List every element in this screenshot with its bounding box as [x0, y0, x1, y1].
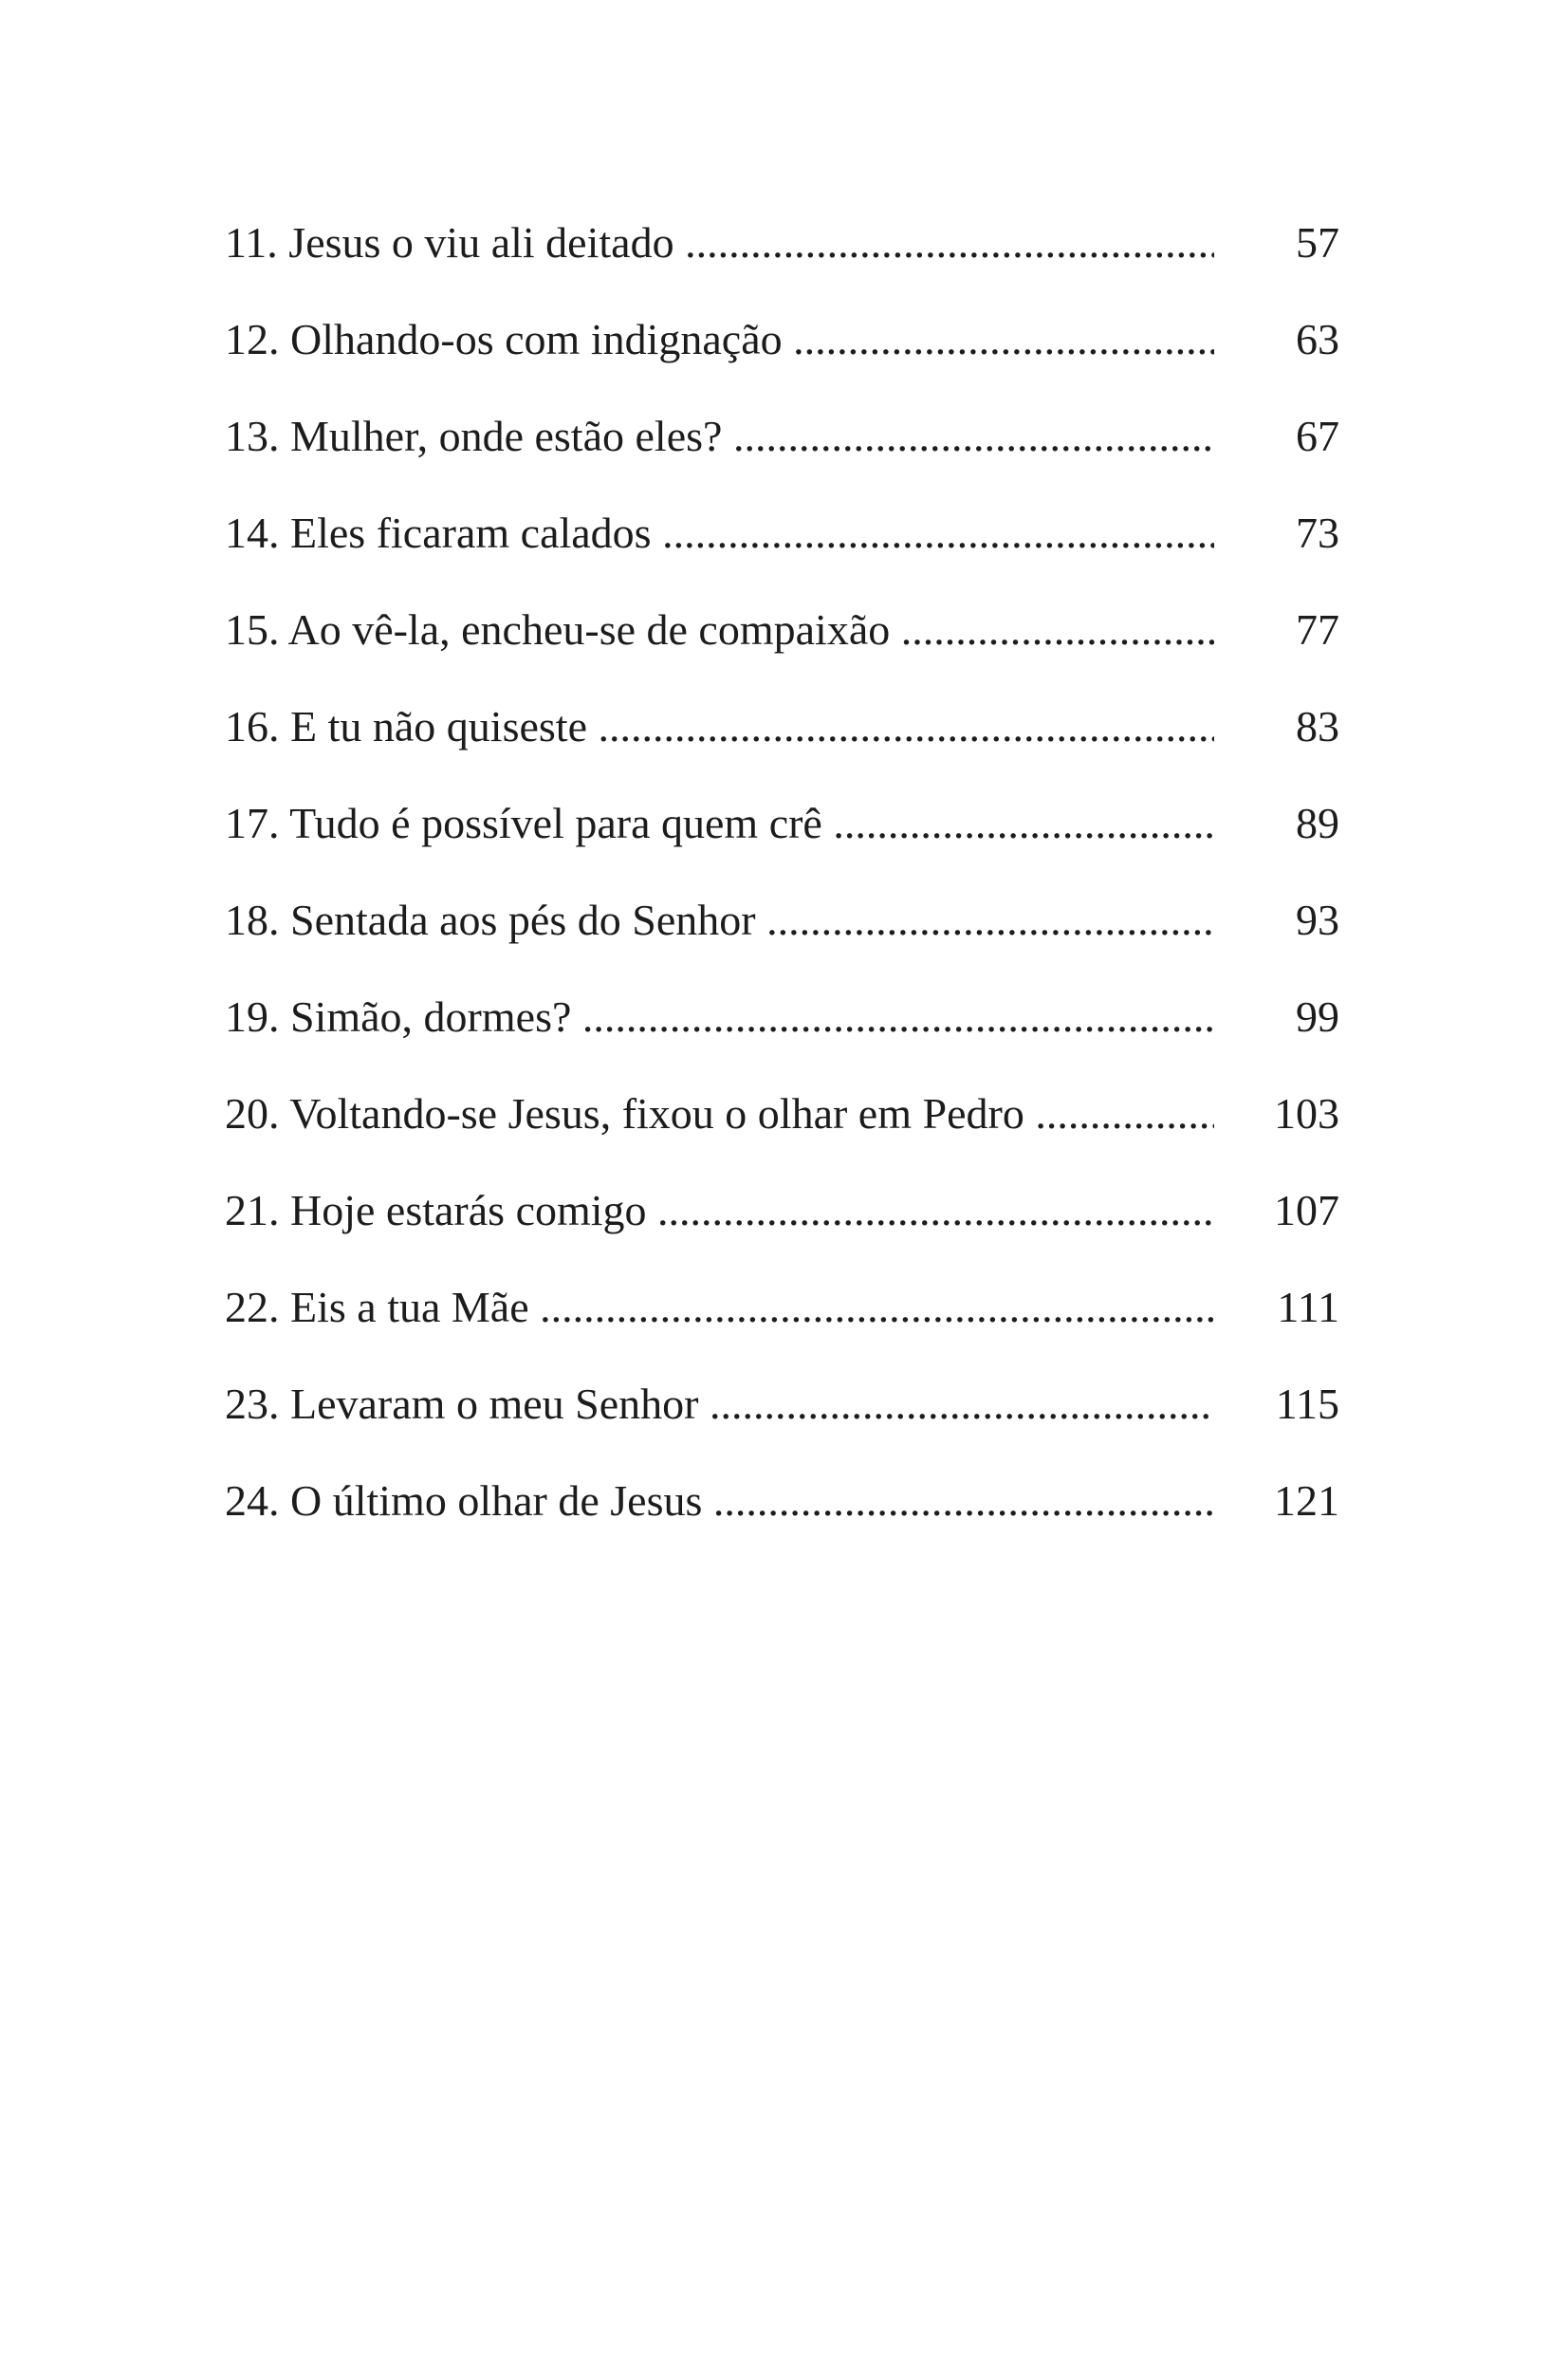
toc-entry-number: 19. [225, 992, 280, 1041]
toc-entry[interactable] [225, 1473, 1339, 1569]
toc-entry-page: 103 [1274, 1089, 1339, 1138]
toc-entry-page: 89 [1296, 799, 1339, 847]
toc-entry-leader [225, 795, 1214, 852]
toc-entry-leader [225, 1182, 1214, 1239]
toc-entry-leader [225, 602, 1214, 658]
toc-entry-number: 21. [225, 1186, 280, 1234]
toc-entry-number: 13. [225, 412, 280, 460]
toc-entry-number: 22. [225, 1283, 280, 1331]
toc-entry-number: 11. [225, 218, 278, 267]
toc-entry-leader [225, 214, 1214, 271]
toc-entry-number: 20. [225, 1089, 280, 1138]
toc-entry-page: 111 [1277, 1283, 1339, 1331]
toc-entry[interactable] [225, 892, 1339, 989]
toc-entry[interactable] [225, 698, 1339, 795]
toc-entry-title: E tu não quiseste [290, 702, 587, 750]
toc-entry-page: 107 [1274, 1186, 1339, 1234]
toc-entry-leader [225, 698, 1214, 755]
toc-entry-page: 73 [1296, 509, 1339, 557]
toc-entry-number: 24. [225, 1476, 280, 1525]
toc-entry-title: Eles ficaram calados [290, 509, 652, 557]
toc-entry-title: Eis a tua Mãe [290, 1283, 529, 1331]
table-of-contents [225, 214, 1339, 1569]
toc-entry-title: Levaram o meu Senhor [290, 1380, 699, 1428]
toc-entry-leader [225, 989, 1214, 1046]
toc-entry-page: 121 [1274, 1476, 1339, 1525]
toc-entry-title: Olhando-os com indignação [290, 315, 783, 363]
toc-entry-number: 23. [225, 1380, 280, 1428]
toc-entry[interactable] [225, 505, 1339, 602]
toc-entry-leader [225, 505, 1214, 562]
toc-entry-leader [225, 1376, 1214, 1433]
toc-entry-leader [225, 311, 1214, 368]
toc-entry-title: Ao vê-la, encheu-se de compaixão [287, 605, 891, 654]
toc-entry[interactable] [225, 989, 1339, 1085]
toc-entry-title: Mulher, onde estão eles? [290, 412, 723, 460]
toc-entry-title: O último olhar de Jesus [290, 1476, 703, 1525]
toc-entry-title: Tudo é possível para quem crê [289, 799, 822, 847]
toc-entry-page: 115 [1275, 1380, 1339, 1428]
toc-entry[interactable] [225, 408, 1339, 505]
toc-entry-leader [225, 408, 1214, 465]
toc-entry[interactable] [225, 1085, 1339, 1182]
toc-entry[interactable] [225, 311, 1339, 408]
toc-entry-number: 14. [225, 509, 280, 557]
toc-entry-page: 93 [1296, 896, 1339, 944]
toc-entry-page: 57 [1296, 218, 1339, 267]
toc-entry-leader [225, 1473, 1214, 1529]
toc-entry[interactable] [225, 795, 1339, 892]
toc-entry-number: 18. [225, 896, 280, 944]
toc-entry-page: 63 [1296, 315, 1339, 363]
toc-entry-title: Simão, dormes? [290, 992, 572, 1041]
toc-entry-leader [225, 892, 1214, 949]
toc-entry-title: Voltando-se Jesus, fixou o olhar em Pedro [289, 1089, 1024, 1138]
toc-entry-number: 15. [225, 605, 280, 654]
toc-entry-page: 67 [1296, 412, 1339, 460]
toc-entry[interactable] [225, 1376, 1339, 1473]
toc-entry-number: 17. [225, 799, 280, 847]
toc-entry-title: Sentada aos pés do Senhor [290, 896, 756, 944]
toc-entry-title: Jesus o viu ali deitado [288, 218, 674, 267]
toc-entry-leader [225, 1279, 1214, 1336]
toc-entry-title: Hoje estarás comigo [290, 1186, 647, 1234]
toc-entry-number: 12. [225, 315, 280, 363]
toc-entry[interactable] [225, 602, 1339, 698]
toc-entry-leader [225, 1085, 1214, 1142]
toc-entry[interactable] [225, 1279, 1339, 1376]
toc-entry[interactable] [225, 214, 1339, 311]
toc-entry-page: 99 [1296, 992, 1339, 1041]
toc-entry[interactable] [225, 1182, 1339, 1279]
toc-entry-page: 83 [1296, 702, 1339, 750]
toc-entry-number: 16. [225, 702, 280, 750]
toc-entry-page: 77 [1296, 605, 1339, 654]
